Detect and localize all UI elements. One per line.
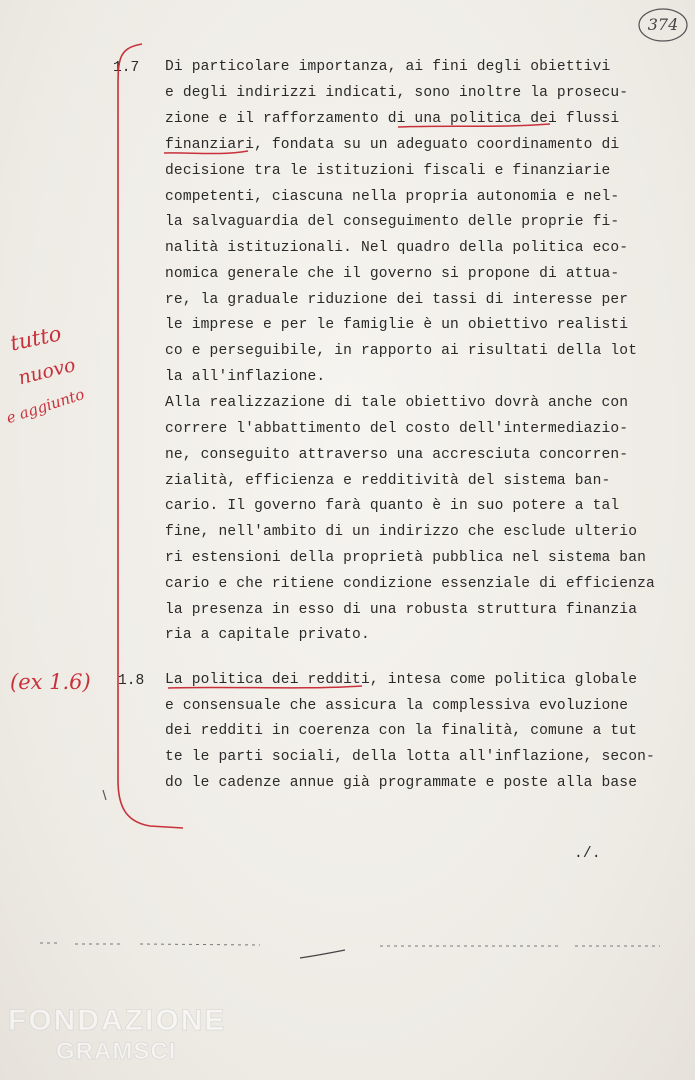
paragraph-line: Alla realizzazione di tale obiettivo dovrà anche con — [165, 395, 629, 411]
paragraph-line: la salvaguardia del conseguimento delle proprie fi- — [165, 214, 620, 230]
paragraph-line: decisione tra le istituzioni fiscali e finanziarie — [165, 163, 611, 179]
margin-note-line-2: nuovo — [16, 353, 78, 390]
continuation-mark: ./. — [574, 846, 601, 862]
paragraph-line: correre l'abbattimento del costo dell'intermediazio- — [165, 421, 629, 437]
underline-finanziari — [164, 151, 248, 154]
paragraph-line: do le cadenze annue già programmate e poste alla base — [165, 775, 638, 791]
paragraph-line: ne, conseguito attraverso una accresciuta concorren- — [165, 447, 629, 463]
paragraph-line: la all'inflazione. — [165, 369, 326, 385]
dotted-smudge — [40, 943, 660, 946]
margin-note-line-3: e aggiunto — [4, 384, 87, 428]
paragraph-line: Di particolare importanza, ai fini degli obiettivi — [165, 59, 611, 75]
paragraph-line: nomica generale che il governo si propone di attua- — [165, 266, 620, 282]
paragraph-line: finanziari, fondata su un adeguato coordinamento di — [165, 137, 620, 153]
paragraph-line: fine, nell'ambito di un indirizzo che esclude ulterio — [165, 524, 638, 540]
pencil-dot — [103, 790, 106, 800]
paragraph-line: te le parti sociali, della lotta all'inflazione, secon- — [165, 749, 655, 765]
margin-note-line-1: tutto — [8, 321, 64, 356]
page-number-circle — [639, 9, 687, 41]
underline-redditi — [168, 686, 362, 688]
section-number-1-8: 1.8 — [118, 673, 145, 689]
paragraph-line: co e perseguibile, in rapporto ai risultati della lot — [165, 343, 638, 359]
paragraph-line: e consensuale che assicura la complessiva evoluzione — [165, 698, 629, 714]
watermark-fondazione: FONDAZIONE — [8, 1004, 227, 1037]
paragraph-line: e degli indirizzi indicati, sono inoltre la prosecu- — [165, 85, 629, 101]
underline-flussi — [398, 124, 550, 127]
paragraph-line: zione e il rafforzamento di una politica dei flussi — [165, 111, 620, 127]
page-number: 374 — [647, 15, 679, 34]
paragraph-line: nalità istituzionali. Nel quadro della politica eco- — [165, 240, 629, 256]
paragraph-line: le imprese e per le famiglie è un obiettivo realisti — [165, 317, 629, 333]
paragraph-line: re, la graduale riduzione dei tassi di interesse per — [165, 292, 629, 308]
ex-note: (ex 1.6) — [10, 670, 91, 694]
margin-bracket — [118, 44, 183, 828]
paragraph-line: zialità, efficienza e redditività del sistema ban- — [165, 473, 611, 489]
paragraph-line: cario e che ritiene condizione essenziale di efficienza — [165, 576, 655, 592]
pencil-stroke — [300, 950, 345, 958]
paragraph-line: ri estensioni della proprietà pubblica nel sistema ban — [165, 550, 647, 566]
section-number-1-7: 1.7 — [113, 60, 140, 76]
paragraph-line: la presenza in esso di una robusta struttura finanzia — [165, 602, 638, 618]
paragraph-line: La politica dei redditi, intesa come politica globale — [165, 672, 638, 688]
watermark-gramsci: GRAMSCI — [56, 1038, 177, 1065]
paragraph-line: competenti, ciascuna nella propria autonomia e nel- — [165, 189, 620, 205]
paragraph-line: cario. Il governo farà quanto è in suo potere a tal — [165, 498, 620, 514]
paragraph-line: ria a capitale privato. — [165, 627, 370, 643]
paragraph-line: dei redditi in coerenza con la finalità, comune a tut — [165, 723, 638, 739]
